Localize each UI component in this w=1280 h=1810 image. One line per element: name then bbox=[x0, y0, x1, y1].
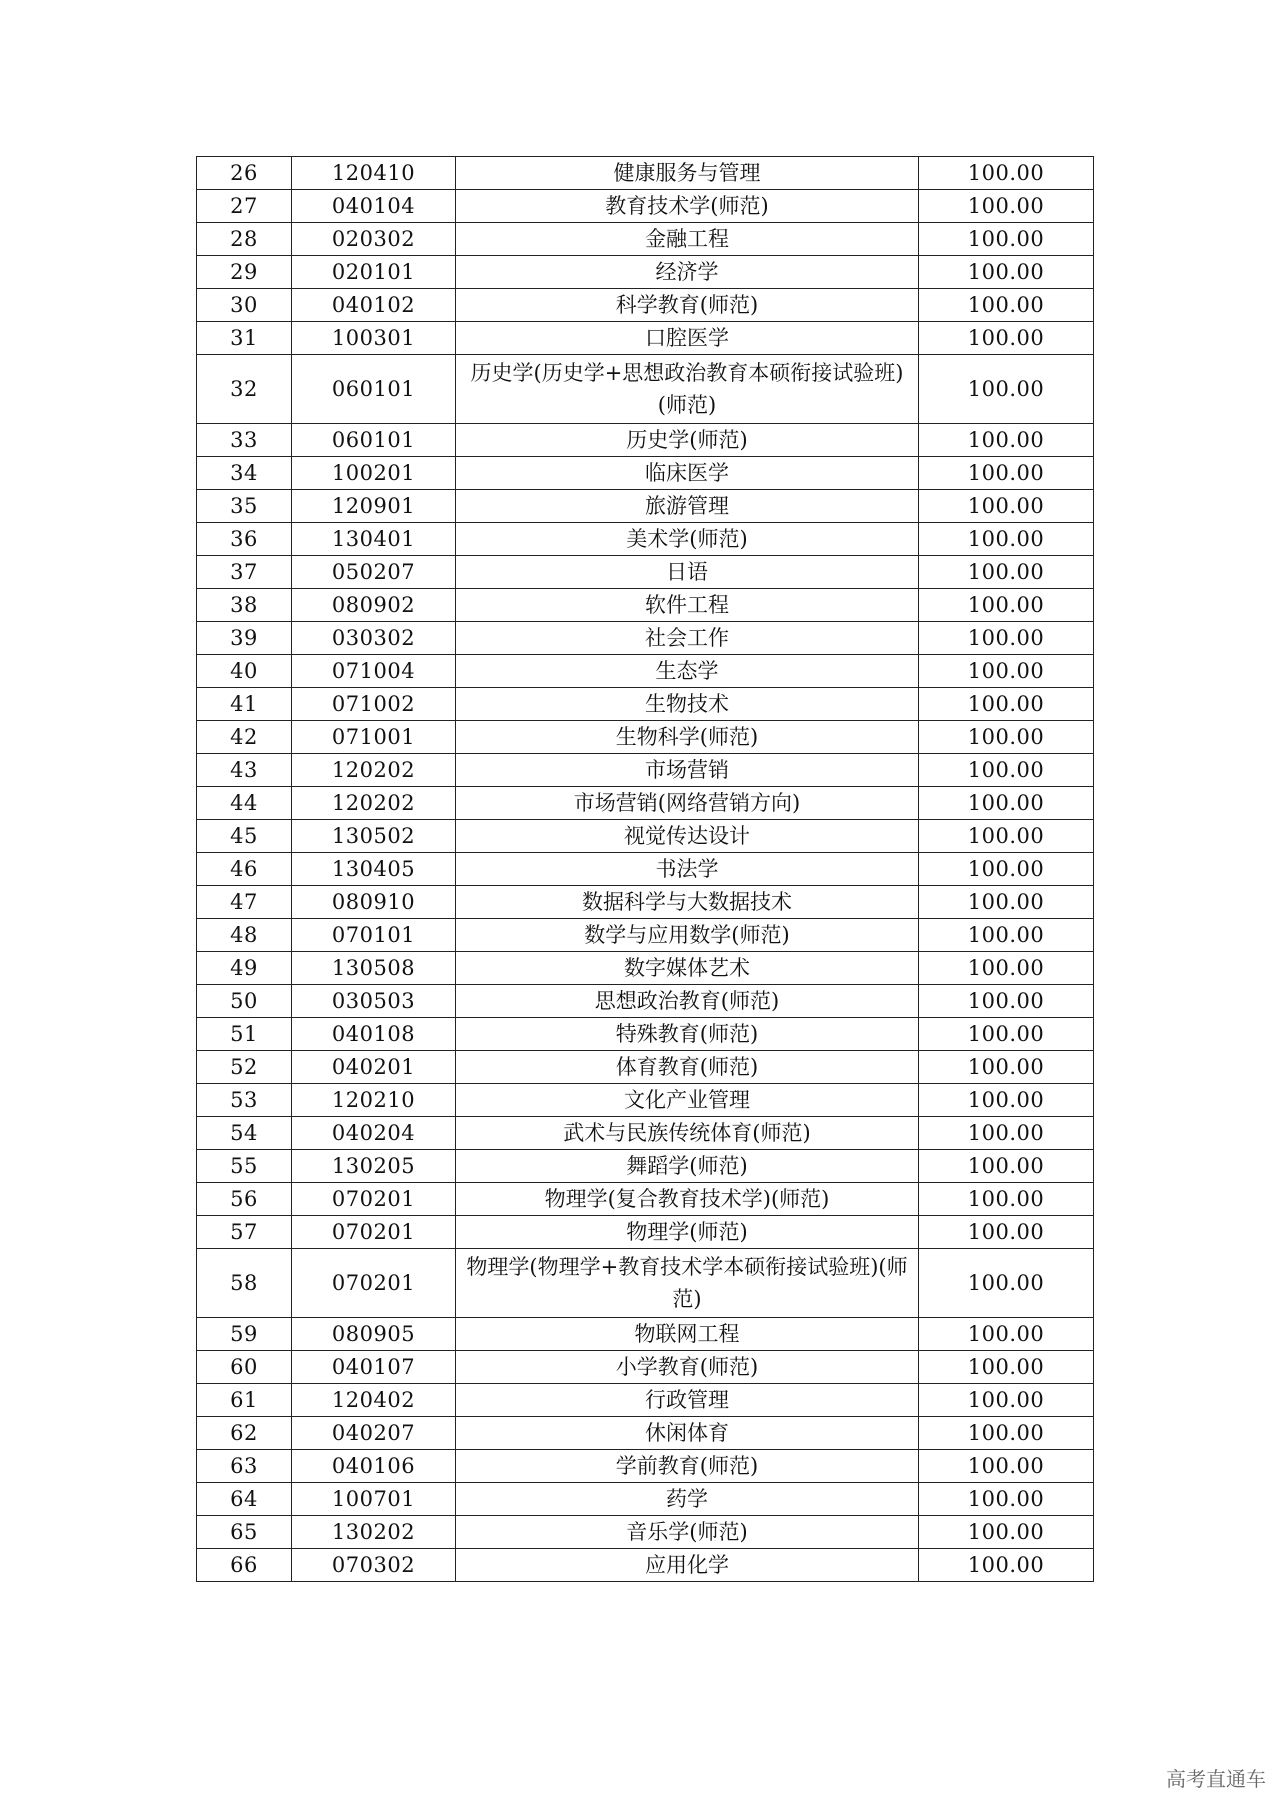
table-row bbox=[197, 1051, 1094, 1084]
code-cell: 050207 bbox=[292, 556, 456, 589]
major-name-cell: 思想政治教育(师范) bbox=[456, 985, 919, 1018]
seq-cell: 61 bbox=[197, 1384, 292, 1417]
table-row bbox=[197, 523, 1094, 556]
code-cell: 020302 bbox=[292, 223, 456, 256]
score-cell: 100.00 bbox=[919, 952, 1094, 985]
major-name-cell: 生态学 bbox=[456, 655, 919, 688]
code-cell: 040108 bbox=[292, 1018, 456, 1051]
code-cell: 040102 bbox=[292, 289, 456, 322]
major-name-cell: 社会工作 bbox=[456, 622, 919, 655]
score-cell: 100.00 bbox=[919, 1117, 1094, 1150]
table-row bbox=[197, 1351, 1094, 1384]
table-row bbox=[197, 256, 1094, 289]
major-name-cell: 临床医学 bbox=[456, 457, 919, 490]
seq-cell: 32 bbox=[197, 355, 292, 424]
major-name-cell: 书法学 bbox=[456, 853, 919, 886]
score-cell: 100.00 bbox=[919, 655, 1094, 688]
code-cell: 080902 bbox=[292, 589, 456, 622]
score-cell: 100.00 bbox=[919, 1249, 1094, 1318]
major-name-cell: 武术与民族传统体育(师范) bbox=[456, 1117, 919, 1150]
seq-cell: 39 bbox=[197, 622, 292, 655]
score-cell: 100.00 bbox=[919, 1384, 1094, 1417]
major-name-cell: 音乐学(师范) bbox=[456, 1516, 919, 1549]
code-cell: 040106 bbox=[292, 1450, 456, 1483]
seq-cell: 58 bbox=[197, 1249, 292, 1318]
seq-cell: 26 bbox=[197, 157, 292, 190]
seq-cell: 62 bbox=[197, 1417, 292, 1450]
seq-cell: 52 bbox=[197, 1051, 292, 1084]
score-cell: 100.00 bbox=[919, 688, 1094, 721]
code-cell: 070302 bbox=[292, 1549, 456, 1582]
table-row bbox=[197, 820, 1094, 853]
major-name-cell: 学前教育(师范) bbox=[456, 1450, 919, 1483]
major-name-cell: 科学教育(师范) bbox=[456, 289, 919, 322]
score-cell: 100.00 bbox=[919, 490, 1094, 523]
table-row bbox=[197, 754, 1094, 787]
code-cell: 070201 bbox=[292, 1216, 456, 1249]
seq-cell: 28 bbox=[197, 223, 292, 256]
score-cell: 100.00 bbox=[919, 322, 1094, 355]
code-cell: 040207 bbox=[292, 1417, 456, 1450]
score-cell: 100.00 bbox=[919, 256, 1094, 289]
table-row bbox=[197, 289, 1094, 322]
score-cell: 100.00 bbox=[919, 556, 1094, 589]
major-name-cell: 软件工程 bbox=[456, 589, 919, 622]
seq-cell: 54 bbox=[197, 1117, 292, 1150]
score-cell: 100.00 bbox=[919, 1483, 1094, 1516]
major-name-cell: 视觉传达设计 bbox=[456, 820, 919, 853]
seq-cell: 66 bbox=[197, 1549, 292, 1582]
seq-cell: 40 bbox=[197, 655, 292, 688]
code-cell: 030503 bbox=[292, 985, 456, 1018]
table-row bbox=[197, 1318, 1094, 1351]
table-row bbox=[197, 1549, 1094, 1582]
table-row bbox=[197, 1018, 1094, 1051]
major-name-cell: 日语 bbox=[456, 556, 919, 589]
score-cell: 100.00 bbox=[919, 1216, 1094, 1249]
code-cell: 020101 bbox=[292, 256, 456, 289]
seq-cell: 45 bbox=[197, 820, 292, 853]
score-cell: 100.00 bbox=[919, 457, 1094, 490]
table-row bbox=[197, 787, 1094, 820]
table-row bbox=[197, 190, 1094, 223]
major-name-cell: 美术学(师范) bbox=[456, 523, 919, 556]
seq-cell: 33 bbox=[197, 424, 292, 457]
table-row bbox=[197, 1216, 1094, 1249]
major-name-cell: 物理学(复合教育技术学)(师范) bbox=[456, 1183, 919, 1216]
table-row bbox=[197, 424, 1094, 457]
major-name-cell: 体育教育(师范) bbox=[456, 1051, 919, 1084]
code-cell: 040104 bbox=[292, 190, 456, 223]
score-cell: 100.00 bbox=[919, 424, 1094, 457]
score-cell: 100.00 bbox=[919, 1150, 1094, 1183]
seq-cell: 44 bbox=[197, 787, 292, 820]
code-cell: 130508 bbox=[292, 952, 456, 985]
seq-cell: 41 bbox=[197, 688, 292, 721]
code-cell: 120202 bbox=[292, 754, 456, 787]
seq-cell: 56 bbox=[197, 1183, 292, 1216]
score-cell: 100.00 bbox=[919, 157, 1094, 190]
score-cell: 100.00 bbox=[919, 886, 1094, 919]
score-cell: 100.00 bbox=[919, 1051, 1094, 1084]
major-name-cell: 文化产业管理 bbox=[456, 1084, 919, 1117]
score-cell: 100.00 bbox=[919, 754, 1094, 787]
seq-cell: 27 bbox=[197, 190, 292, 223]
seq-cell: 48 bbox=[197, 919, 292, 952]
table-row bbox=[197, 355, 1094, 424]
table-row bbox=[197, 1384, 1094, 1417]
table-row bbox=[197, 556, 1094, 589]
major-name-cell: 经济学 bbox=[456, 256, 919, 289]
table-row bbox=[197, 223, 1094, 256]
seq-cell: 46 bbox=[197, 853, 292, 886]
score-cell: 100.00 bbox=[919, 1549, 1094, 1582]
code-cell: 071001 bbox=[292, 721, 456, 754]
seq-cell: 31 bbox=[197, 322, 292, 355]
major-name-cell: 物理学(物理学+教育技术学本硕衔接试验班)(师范) bbox=[456, 1249, 919, 1318]
seq-cell: 37 bbox=[197, 556, 292, 589]
code-cell: 070201 bbox=[292, 1249, 456, 1318]
table-row bbox=[197, 1450, 1094, 1483]
table-row bbox=[197, 919, 1094, 952]
major-name-cell: 生物技术 bbox=[456, 688, 919, 721]
major-name-cell: 生物科学(师范) bbox=[456, 721, 919, 754]
code-cell: 080905 bbox=[292, 1318, 456, 1351]
major-name-cell: 舞蹈学(师范) bbox=[456, 1150, 919, 1183]
code-cell: 040204 bbox=[292, 1117, 456, 1150]
table-row bbox=[197, 886, 1094, 919]
table-row bbox=[197, 985, 1094, 1018]
table-row bbox=[197, 721, 1094, 754]
code-cell: 040107 bbox=[292, 1351, 456, 1384]
table-row bbox=[197, 1249, 1094, 1318]
score-cell: 100.00 bbox=[919, 190, 1094, 223]
majors-table bbox=[196, 156, 1094, 1582]
table-row bbox=[197, 157, 1094, 190]
code-cell: 100701 bbox=[292, 1483, 456, 1516]
code-cell: 130401 bbox=[292, 523, 456, 556]
score-cell: 100.00 bbox=[919, 721, 1094, 754]
seq-cell: 64 bbox=[197, 1483, 292, 1516]
seq-cell: 34 bbox=[197, 457, 292, 490]
major-name-cell: 物理学(师范) bbox=[456, 1216, 919, 1249]
seq-cell: 49 bbox=[197, 952, 292, 985]
table-row bbox=[197, 1483, 1094, 1516]
score-cell: 100.00 bbox=[919, 1450, 1094, 1483]
code-cell: 080910 bbox=[292, 886, 456, 919]
seq-cell: 30 bbox=[197, 289, 292, 322]
major-name-cell: 数字媒体艺术 bbox=[456, 952, 919, 985]
major-name-cell: 历史学(历史学+思想政治教育本硕衔接试验班)(师范) bbox=[456, 355, 919, 424]
score-cell: 100.00 bbox=[919, 523, 1094, 556]
score-cell: 100.00 bbox=[919, 223, 1094, 256]
code-cell: 071004 bbox=[292, 655, 456, 688]
seq-cell: 53 bbox=[197, 1084, 292, 1117]
code-cell: 040201 bbox=[292, 1051, 456, 1084]
major-name-cell: 市场营销(网络营销方向) bbox=[456, 787, 919, 820]
seq-cell: 55 bbox=[197, 1150, 292, 1183]
code-cell: 071002 bbox=[292, 688, 456, 721]
table-row bbox=[197, 655, 1094, 688]
score-cell: 100.00 bbox=[919, 1516, 1094, 1549]
seq-cell: 29 bbox=[197, 256, 292, 289]
seq-cell: 60 bbox=[197, 1351, 292, 1384]
major-name-cell: 物联网工程 bbox=[456, 1318, 919, 1351]
major-name-cell: 应用化学 bbox=[456, 1549, 919, 1582]
code-cell: 060101 bbox=[292, 355, 456, 424]
score-cell: 100.00 bbox=[919, 919, 1094, 952]
code-cell: 030302 bbox=[292, 622, 456, 655]
code-cell: 130205 bbox=[292, 1150, 456, 1183]
major-name-cell: 特殊教育(师范) bbox=[456, 1018, 919, 1051]
seq-cell: 50 bbox=[197, 985, 292, 1018]
seq-cell: 38 bbox=[197, 589, 292, 622]
score-cell: 100.00 bbox=[919, 820, 1094, 853]
table-row bbox=[197, 1084, 1094, 1117]
code-cell: 070201 bbox=[292, 1183, 456, 1216]
major-name-cell: 历史学(师范) bbox=[456, 424, 919, 457]
table-row bbox=[197, 457, 1094, 490]
code-cell: 130502 bbox=[292, 820, 456, 853]
major-name-cell: 小学教育(师范) bbox=[456, 1351, 919, 1384]
score-cell: 100.00 bbox=[919, 1018, 1094, 1051]
table-row bbox=[197, 1516, 1094, 1549]
score-cell: 100.00 bbox=[919, 1183, 1094, 1216]
major-name-cell: 数学与应用数学(师范) bbox=[456, 919, 919, 952]
major-name-cell: 市场营销 bbox=[456, 754, 919, 787]
table-row bbox=[197, 688, 1094, 721]
major-name-cell: 药学 bbox=[456, 1483, 919, 1516]
code-cell: 120210 bbox=[292, 1084, 456, 1117]
major-name-cell: 教育技术学(师范) bbox=[456, 190, 919, 223]
table-row bbox=[197, 589, 1094, 622]
table-row bbox=[197, 1417, 1094, 1450]
code-cell: 130202 bbox=[292, 1516, 456, 1549]
watermark: 高考直通车 bbox=[1166, 1767, 1266, 1791]
score-cell: 100.00 bbox=[919, 1084, 1094, 1117]
score-cell: 100.00 bbox=[919, 1417, 1094, 1450]
code-cell: 100201 bbox=[292, 457, 456, 490]
major-name-cell: 休闲体育 bbox=[456, 1417, 919, 1450]
score-cell: 100.00 bbox=[919, 589, 1094, 622]
seq-cell: 65 bbox=[197, 1516, 292, 1549]
major-name-cell: 健康服务与管理 bbox=[456, 157, 919, 190]
code-cell: 100301 bbox=[292, 322, 456, 355]
seq-cell: 42 bbox=[197, 721, 292, 754]
major-name-cell: 行政管理 bbox=[456, 1384, 919, 1417]
score-cell: 100.00 bbox=[919, 853, 1094, 886]
table-row bbox=[197, 490, 1094, 523]
seq-cell: 47 bbox=[197, 886, 292, 919]
major-name-cell: 口腔医学 bbox=[456, 322, 919, 355]
score-cell: 100.00 bbox=[919, 787, 1094, 820]
seq-cell: 43 bbox=[197, 754, 292, 787]
seq-cell: 63 bbox=[197, 1450, 292, 1483]
seq-cell: 57 bbox=[197, 1216, 292, 1249]
code-cell: 070101 bbox=[292, 919, 456, 952]
score-cell: 100.00 bbox=[919, 289, 1094, 322]
seq-cell: 51 bbox=[197, 1018, 292, 1051]
table-row bbox=[197, 322, 1094, 355]
seq-cell: 59 bbox=[197, 1318, 292, 1351]
score-cell: 100.00 bbox=[919, 1351, 1094, 1384]
code-cell: 120901 bbox=[292, 490, 456, 523]
table-row bbox=[197, 1150, 1094, 1183]
score-cell: 100.00 bbox=[919, 355, 1094, 424]
code-cell: 120402 bbox=[292, 1384, 456, 1417]
code-cell: 120202 bbox=[292, 787, 456, 820]
score-cell: 100.00 bbox=[919, 1318, 1094, 1351]
code-cell: 060101 bbox=[292, 424, 456, 457]
major-name-cell: 金融工程 bbox=[456, 223, 919, 256]
code-cell: 120410 bbox=[292, 157, 456, 190]
table-row bbox=[197, 952, 1094, 985]
majors-table-body bbox=[197, 157, 1094, 1582]
score-cell: 100.00 bbox=[919, 622, 1094, 655]
major-name-cell: 数据科学与大数据技术 bbox=[456, 886, 919, 919]
major-name-cell: 旅游管理 bbox=[456, 490, 919, 523]
code-cell: 130405 bbox=[292, 853, 456, 886]
seq-cell: 35 bbox=[197, 490, 292, 523]
table-row bbox=[197, 622, 1094, 655]
seq-cell: 36 bbox=[197, 523, 292, 556]
table-row bbox=[197, 1117, 1094, 1150]
score-cell: 100.00 bbox=[919, 985, 1094, 1018]
table-row bbox=[197, 853, 1094, 886]
table-row bbox=[197, 1183, 1094, 1216]
